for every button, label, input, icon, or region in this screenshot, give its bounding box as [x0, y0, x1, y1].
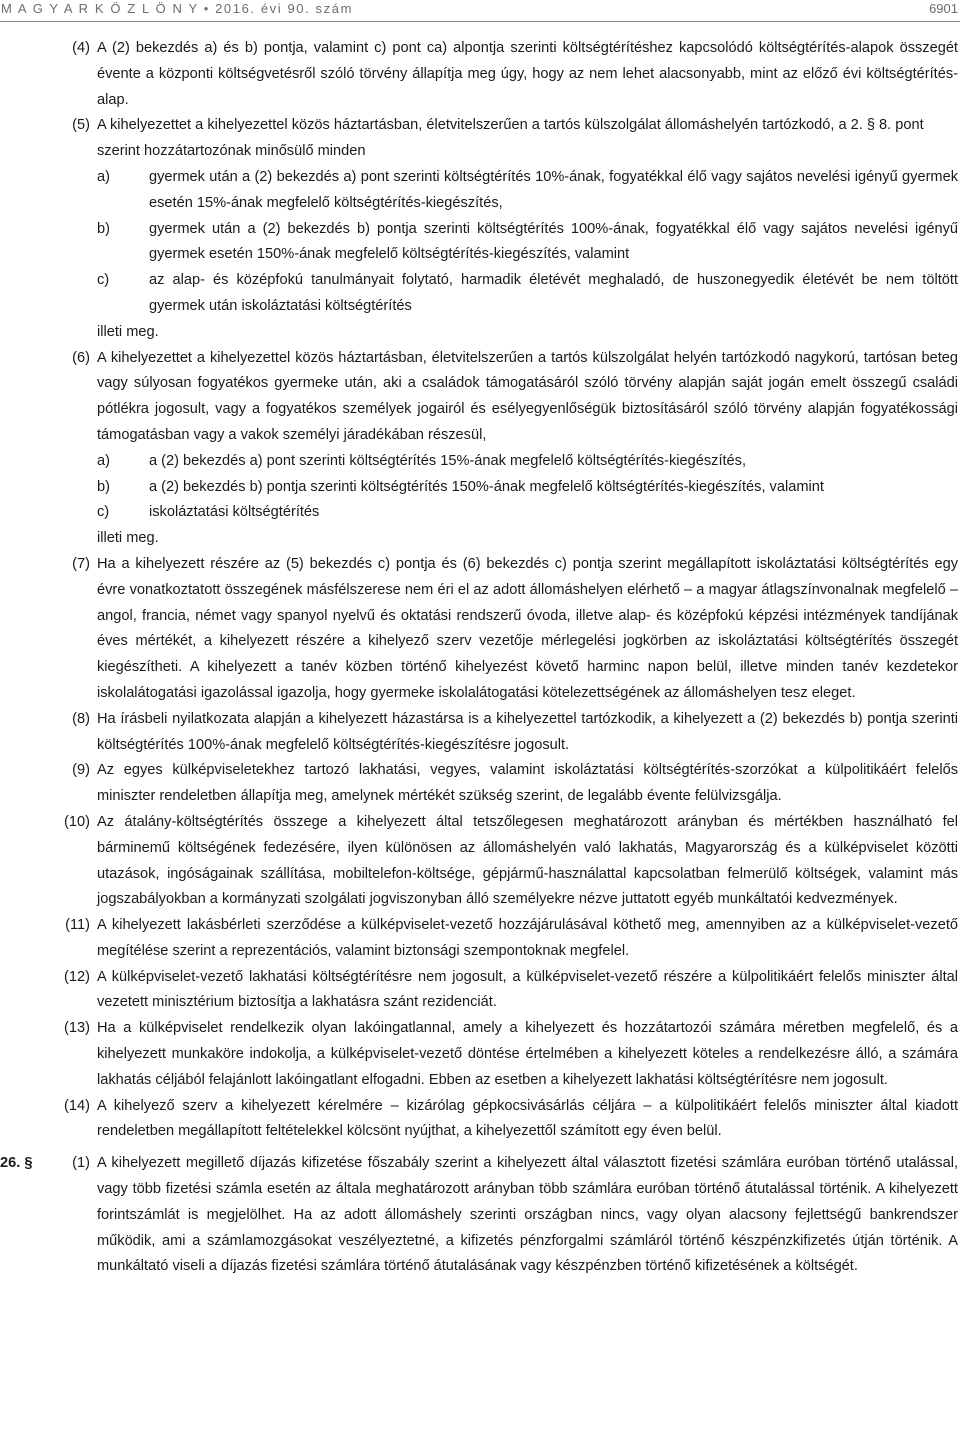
paragraph-number: (14) [64, 1097, 90, 1114]
item-label: a) [97, 452, 110, 469]
paragraph-number: (13) [64, 1020, 90, 1037]
paragraph-14 [0, 1094, 960, 1146]
header-rule [0, 21, 960, 22]
paragraph-text: A külképviselet-vezető lakhatási költségtérítésre nem jogosult, a külképviselet-vezető részére a külpolitikáért felelős miniszter által vezetett minisztérium biztosítja a lakhatásra szánt rezidenciát. [97, 968, 958, 1011]
page-number: 6901 [929, 1, 958, 16]
item-text: az alap- és középfokú tanulmányait folytató, harmadik életévét meghaladó, de huszonegyedik életévét be nem töltött gyermek után iskoláztatási költségtérítés [149, 272, 958, 314]
item-label: b) [97, 478, 110, 495]
list-item [0, 449, 960, 475]
paragraph-10 [0, 810, 960, 913]
paragraph-closing: illeti meg. [97, 323, 159, 340]
paragraph-text: Ha a külképviselet rendelkezik olyan lakóingatlannal, amely a kihelyezett és hozzátartozói számára méretben megfelelő, és a kihelyezett munkaköre indokolja, a külképviselet-vezető döntése értelmében a kihelyezett köteles a rendelkezésre álló, a számára lakhatás céljából felajánlott lakóingatlant elfogadni. Ebben az esetben a kihelyezett lakhatási költségtérítésre nem jogosult. [97, 1020, 958, 1088]
paragraph-text: A kihelyezett megillető díjazás kifizetése főszabály szerint a kihelyezett által választott fizetési számlára euróban történő utalással, vagy több fizetési számla esetén az általa meghatározott arányban több számlára euróban történő átutalással történik. A kihelyezett forintszámlát is megjelölhet. Ha az adott állomáshely szerinti országban nincs, vagy olyan alacsony fejlettségű bankrendszer működik, ami a számlamozgásokat veszélyeztetné, a kifizetés pénzforgalmi számláról történő készpénzkifizetés útján történik. A munkáltató viseli a díjazás fizetési számlára történő átutalásának vagy készpénzben történő kifizetésének a költségét. [97, 1155, 958, 1275]
paragraph-9 [0, 758, 960, 810]
list-item [0, 475, 960, 501]
item-label: b) [97, 220, 110, 237]
paragraph-number: (7) [72, 555, 90, 572]
item-text: a (2) bekezdés a) pont szerinti költségtérítés 15%-ának megfelelő költségtérítés-kiegészítés, [149, 452, 747, 469]
paragraph-number: (9) [72, 762, 90, 779]
item-label: c) [97, 272, 110, 289]
paragraph-number: (12) [64, 968, 90, 985]
item-label: a) [97, 168, 110, 185]
paragraph-text: Az egyes külképviseletekhez tartozó lakhatási, vegyes, valamint iskoláztatási költségtérítés-szorzókat a külpolitikáért felelős miniszter rendeletben állapítja meg, amelynek mértékét szükség szerint, de legalább évente felülvizsgálja. [97, 762, 958, 805]
item-text: iskoláztatási költségtérítés [149, 504, 320, 521]
paragraph-7 [0, 552, 960, 707]
paragraph-number: (8) [72, 710, 90, 727]
item-text: a (2) bekezdés b) pontja szerinti költségtérítés 150%-ának megfelelő költségtérítés-kiegészítés, valamint [149, 478, 824, 495]
journal-title: M A G Y A R K Ö Z L Ö N Y • 2016. évi 90. szám [1, 1, 354, 16]
paragraph-5 [0, 113, 960, 165]
paragraph-text: A kihelyező szerv a kihelyezett kérelmére – kizárólag gépkocsivásárlás céljára – a külpolitikáért felelős miniszter által kiadott rendeletben megállapított feltételekkel kölcsönt nyújthat, a kihelyezettől számított egy éven belül. [97, 1097, 958, 1140]
paragraph-11 [0, 913, 960, 965]
document-body [0, 36, 960, 1280]
paragraph-6 [0, 346, 960, 449]
item-label: c) [97, 504, 110, 521]
paragraph-number: (5) [72, 117, 90, 134]
section-26-paragraph-1 [0, 1151, 960, 1280]
paragraph-8 [0, 707, 960, 759]
item-text: gyermek után a (2) bekezdés b) pontja szerinti költségtérítés 100%-ának, fogyatékkal élő vagy sajátos nevelési igényű gyermek esetén 150%-ának megfelelő költségtérítés-kiegészítés, valamint [149, 220, 958, 263]
paragraph-13 [0, 1016, 960, 1093]
page-header [0, 0, 960, 22]
list-item [0, 165, 960, 217]
section-number: 26. § [0, 1155, 33, 1172]
paragraph-text: A kihelyezettet a kihelyezettel közös háztartásban, életvitelszerűen a tartós külszolgálat állomáshelyén tartózkodó, a 2. § 8. pont szerint hozzátartozónak minősülő minden [97, 117, 924, 160]
paragraph-text: A kihelyezettet a kihelyezettel közös háztartásban, életvitelszerűen a tartós külszolgálat helyén tartózkodó nagykorú, tartósan beteg vagy súlyosan fogyatékos gyermeke után, aki a családok támogatásáról szóló törvény alapján saját jogán emelt összegű családi pótlékra jogosult, vagy a fogyatékos személyek jogairól és esélyegyenlőségük biztosításáról szóló törvény alapján fogyatékossági támogatásban vagy a vakok személyi járadékában részesül, [97, 349, 958, 443]
paragraph-number: (4) [72, 40, 90, 56]
paragraph-text: Ha írásbeli nyilatkozata alapján a kihelyezett házastársa is a kihelyezettel tartózkodik, a kihelyezett a (2) bekezdés b) pontja szerinti költségtérítés 100%-ának megfelelő költségtérítés-kiegészítésre jogosult. [97, 710, 958, 753]
paragraph-number: (1) [72, 1155, 90, 1172]
list-item [0, 500, 960, 526]
paragraph-4 [0, 36, 960, 113]
paragraph-12 [0, 965, 960, 1017]
paragraph-number: (6) [72, 349, 90, 366]
paragraph-text: A kihelyezett lakásbérleti szerződése a külképviselet-vezető hozzájárulásával köthető meg, amennyiben az a külképviselet-vezető megítélése szerint a reprezentációs, valamint biztonsági szempontoknak megfelel. [97, 917, 958, 959]
item-text: gyermek után a (2) bekezdés a) pont szerinti költségtérítés 10%-ának, fogyatékkal élő vagy sajátos nevelési igényű gyermek esetén 15%-ának megfelelő költségtérítés-kiegészítés, [149, 168, 958, 211]
paragraph-text: Ha a kihelyezett részére az (5) bekezdés c) pontja és (6) bekezdés c) pontja szerint megállapított iskoláztatási költségtérítés egy évre vonatkoztatott összegének másfélszerese nem éri el az adott állomáshelyen elérhető – a magyar átlagszínvonalnak megfelelő – angol, francia, német vagy spanyol nyelvű és oktatási rendszerű óvoda, illetve alap- és középfokú képzési intézmények tandíjának éves mértékét, a kihelyezett részére a kihelyező szerv vezetője mérlegelési jogkörben az iskoláztatási költségtérítés összegét kiegészítheti. A kihelyezett a tanév közben történő kihelyezést követő harminc napon belül, illetve minden tanév kezdetekor iskolalátogatási igazolással igazolja, hogy gyermeke iskolalátogatási kötelezettségének az állomáshelyen tesz eleget. [97, 555, 958, 701]
paragraph-closing: illeti meg. [97, 530, 159, 547]
list-item [0, 268, 960, 320]
paragraph-text: A (2) bekezdés a) és b) pontja, valamint c) pont ca) alpontja szerinti költségtérítéshez kapcsolódó költségtérítés-alapok összegét évente a központi költségvetésről szóló törvény állapítja meg úgy, hogy az nem lehet alacsonyabb, mint az előző évi költségtérítés-alap. [97, 40, 958, 108]
paragraph-number: (11) [65, 917, 90, 934]
list-item [0, 217, 960, 269]
paragraph-number: (10) [64, 813, 90, 830]
paragraph-text: Az átalány-költségtérítés összege a kihelyezett által tetszőlegesen meghatározott arányban és mértékben használható fel bárminemű költségének fedezésére, ilyen különösen az állomáshelyén való lakhatás, Magyarország és a külképviselet közötti utazások, ingóságainak szállítása, mobiltelefon-költsége, gépjármű-használattal kapcsolatban felmerülő költségek, valamint más jogszabályokban a kormányzati szolgálati jogviszonyban álló személyekre nézve juttatott egyéb munkáltatói kedvezmények. [97, 813, 958, 908]
